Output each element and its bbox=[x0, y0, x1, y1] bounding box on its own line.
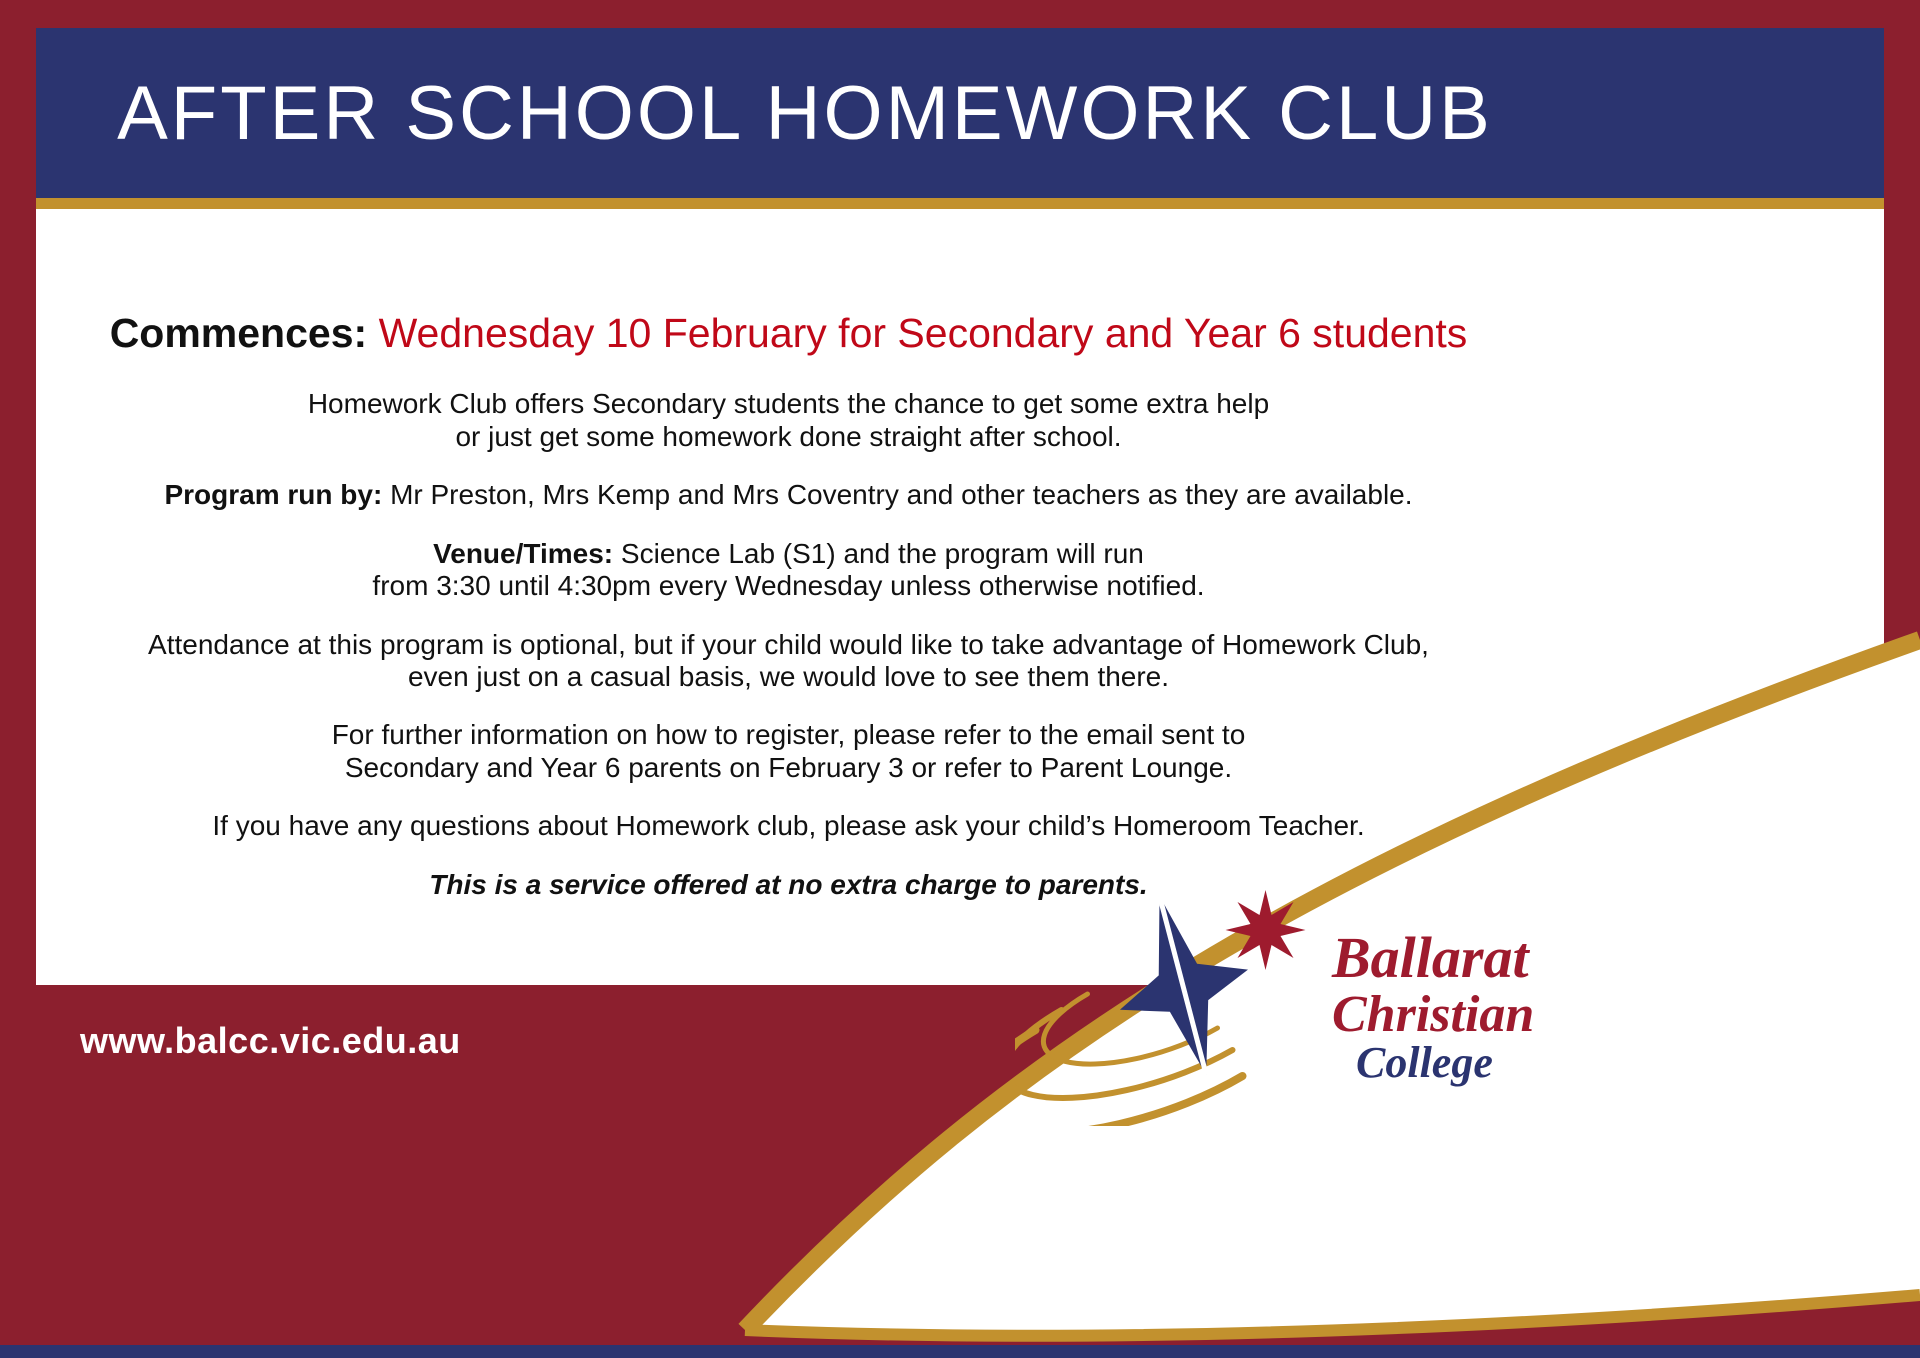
intro-line1: Homework Club offers Secondary students the chance to get some extra help bbox=[307, 388, 1270, 420]
college-logo-icon bbox=[1015, 888, 1320, 1126]
attendance-line1: Attendance at this program is optional, but if your child would like to take advantage of Homework Club, bbox=[148, 628, 1429, 660]
logo-text-christian: Christian bbox=[1332, 985, 1535, 1043]
starburst-icon bbox=[1226, 890, 1306, 970]
register-line2: Secondary and Year 6 parents on February 3 or refer to Parent Lounge. bbox=[344, 751, 1233, 783]
attendance-paragraph bbox=[36, 629, 1541, 694]
bottom-navy-strip bbox=[0, 1345, 1920, 1358]
venue-line1: Science Lab (S1) and the program will run bbox=[620, 537, 1144, 569]
college-logo bbox=[1015, 888, 1534, 1126]
content-area bbox=[36, 209, 1541, 927]
venue-label: Venue/Times: bbox=[433, 537, 614, 569]
attendance-line2: even just on a casual basis, we would love to see them there. bbox=[407, 661, 1170, 692]
swoosh-arcs-icon bbox=[1015, 994, 1243, 1126]
venue-line1-wrap bbox=[36, 538, 1541, 570]
website-url: www.balcc.vic.edu.au bbox=[80, 1020, 461, 1061]
program-text: Mr Preston, Mrs Kemp and Mrs Coventry and other teachers as they are available. bbox=[390, 479, 1413, 511]
service-note: This is a service offered at no extra charge to parents. bbox=[429, 868, 1148, 900]
commences-label: Commences: bbox=[109, 310, 368, 356]
program-paragraph bbox=[36, 479, 1541, 511]
venue-paragraph bbox=[36, 538, 1541, 603]
college-logo-text bbox=[1332, 925, 1535, 1087]
intro-line2: or just get some homework done straight after school. bbox=[455, 420, 1122, 452]
logo-text-college: College bbox=[1356, 1037, 1493, 1087]
commences-heading bbox=[36, 309, 1541, 358]
questions-paragraph: If you have any questions about Homework club, please ask your child’s Homeroom Teacher. bbox=[212, 810, 1365, 842]
venue-line2: from 3:30 until 4:30pm every Wednesday unless otherwise notified. bbox=[372, 570, 1205, 602]
logo-text-ballarat: Ballarat bbox=[1332, 925, 1529, 991]
commences-text: Wednesday 10 February for Secondary and Year 6 students bbox=[378, 310, 1468, 356]
page-title: AFTER SCHOOL HOMEWORK CLUB bbox=[117, 70, 1493, 156]
register-line1: For further information on how to register, please refer to the email sent to bbox=[331, 719, 1246, 751]
register-paragraph bbox=[36, 719, 1541, 784]
intro-paragraph bbox=[36, 388, 1541, 453]
program-label: Program run by: bbox=[164, 479, 383, 511]
